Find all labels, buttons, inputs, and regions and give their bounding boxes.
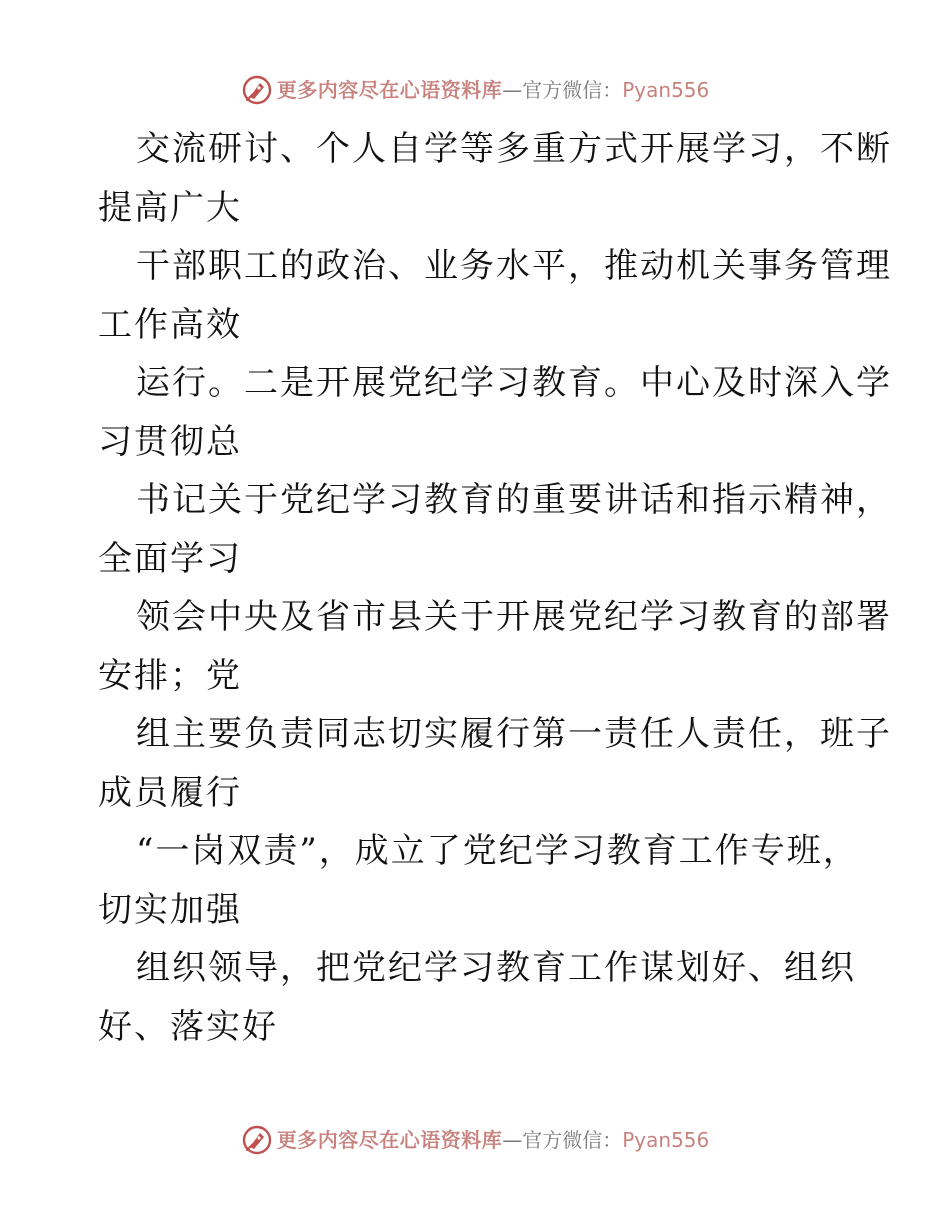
text-line: 组主要负责同志切实履行第一责任人责任，班子 xyxy=(136,714,892,754)
text-line: 书记关于党纪学习教育的重要讲话和指示精神， xyxy=(136,480,892,520)
text-line: 运行。二是开展党纪学习教育。中心及时深入学 xyxy=(136,363,892,403)
document-body xyxy=(98,120,892,1056)
text-line: 全面学习 xyxy=(98,538,242,579)
text-line: 习贯彻总 xyxy=(98,421,242,462)
watermark-dash: — xyxy=(502,1128,523,1152)
pen-nib-logo-icon xyxy=(241,1124,273,1156)
text-line: 组织领导，把党纪学习教育工作谋划好、组织 xyxy=(136,948,856,988)
text-line: 成员履行 xyxy=(98,772,242,813)
watermark-contact-label: 官方微信： xyxy=(522,1128,623,1152)
header-watermark xyxy=(0,70,950,110)
text-line: 交流研讨、个人自学等多重方式开展学习，不断 xyxy=(136,129,892,169)
text-line: 领会中央及省市县关于开展党纪学习教育的部署 xyxy=(136,597,892,637)
watermark-site-name: 更多内容尽在心语资料库 xyxy=(276,1128,503,1152)
text-line: 工作高效 xyxy=(98,304,242,345)
footer-watermark xyxy=(0,1120,950,1160)
text-line: 好、落实好 xyxy=(98,1006,278,1047)
watermark-contact-label: 官方微信： xyxy=(522,78,623,102)
watermark-contact-id: Pyan556 xyxy=(622,78,710,102)
text-line: 切实加强 xyxy=(98,889,242,930)
text-line: 提高广大 xyxy=(98,187,242,228)
text-line: 干部职工的政治、业务水平，推动机关事务管理 xyxy=(136,246,892,286)
watermark-contact xyxy=(502,80,709,100)
pen-nib-logo-icon xyxy=(241,74,273,106)
watermark-contact xyxy=(502,1130,709,1150)
watermark-contact-id: Pyan556 xyxy=(622,1128,710,1152)
watermark-dash: — xyxy=(502,78,523,102)
text-line: “一岗双责”，成立了党纪学习教育工作专班， xyxy=(136,831,859,871)
text-line: 安排；党 xyxy=(98,655,242,696)
watermark-site-name: 更多内容尽在心语资料库 xyxy=(276,78,503,102)
